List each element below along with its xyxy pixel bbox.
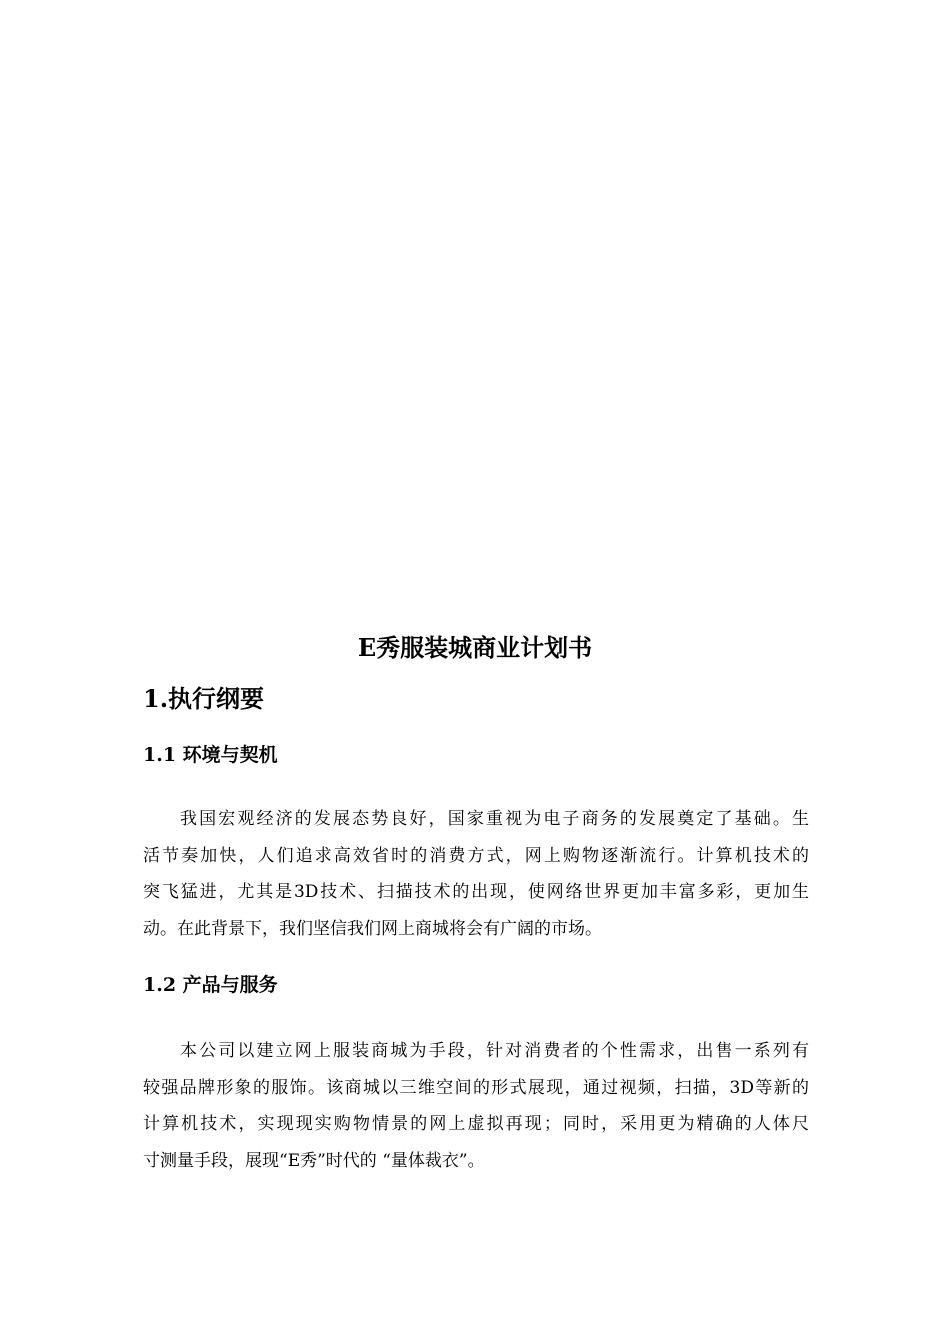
paragraph-line: 寸测量手段，展现“E秀”时代的 “量体裁衣”。 <box>143 1150 485 1171</box>
document-title: E秀服装城商业计划书 <box>357 633 593 662</box>
subsection-heading-products: 1.2 产品与服务 <box>143 974 278 996</box>
paragraph-line: 我国宏观经济的发展态势良好，国家重视为电子商务的发展奠定了基础。生 <box>180 809 809 829</box>
paragraph-line: 活节奏加快，人们追求高效省时的消费方式，网上购物逐渐流行。计算机技术的 <box>143 845 809 866</box>
paragraph-line: 计算机技术，实现现实购物情景的网上虚拟再现；同时，采用更为精确的人体尺 <box>143 1114 809 1134</box>
paragraph-line: 本公司以建立网上服装商城为手段，针对消费者的个性需求，出售一系列有 <box>180 1041 809 1061</box>
paragraph-products <box>143 1033 809 1179</box>
section-heading-executive-summary: 1.执行纲要 <box>143 684 265 713</box>
subsection-heading-environment: 1.1 环境与契机 <box>143 744 278 766</box>
paragraph-line: 较强品牌形象的服饰。该商城以三维空间的形式展现，通过视频，扫描，3D等新的 <box>143 1077 809 1098</box>
paragraph-line: 突飞猛进，尤其是3D技术、扫描技术的出现，使网络世界更加丰富多彩，更加生 <box>143 882 809 902</box>
paragraph-environment <box>143 801 809 947</box>
paragraph-line: 动。在此背景下，我们坚信我们网上商城将会有广阔的市场。 <box>143 918 602 939</box>
